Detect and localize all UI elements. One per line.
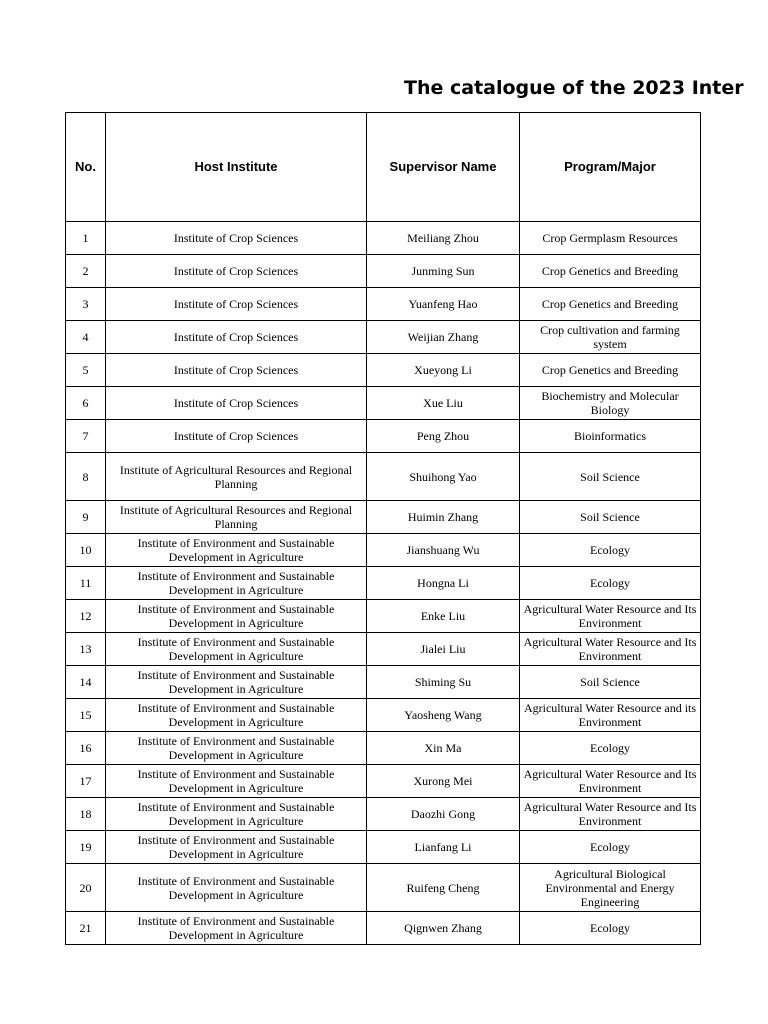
header-supervisor-name: Supervisor Name	[367, 113, 520, 222]
cell-supervisor: Weijian Zhang	[367, 321, 520, 354]
cell-supervisor: Xueyong Li	[367, 354, 520, 387]
cell-host: Institute of Environment and Sustainable Development in Agriculture	[106, 600, 367, 633]
cell-no: 13	[66, 633, 106, 666]
cell-supervisor: Xurong Mei	[367, 765, 520, 798]
cell-supervisor: Qignwen Zhang	[367, 912, 520, 945]
cell-program: Biochemistry and Molecular Biology	[520, 387, 701, 420]
cell-program: Agricultural Water Resource and its Environment	[520, 699, 701, 732]
table-row	[66, 831, 701, 864]
table-row	[66, 699, 701, 732]
cell-program: Bioinformatics	[520, 420, 701, 453]
cell-host: Institute of Crop Sciences	[106, 321, 367, 354]
table-row	[66, 222, 701, 255]
table-row	[66, 798, 701, 831]
cell-no: 1	[66, 222, 106, 255]
cell-no: 7	[66, 420, 106, 453]
table-row	[66, 864, 701, 912]
cell-host: Institute of Environment and Sustainable Development in Agriculture	[106, 666, 367, 699]
cell-host: Institute of Crop Sciences	[106, 420, 367, 453]
header-no: No.	[66, 113, 106, 222]
cell-program: Soil Science	[520, 666, 701, 699]
header-host-institute: Host Institute	[106, 113, 367, 222]
cell-host: Institute of Environment and Sustainable Development in Agriculture	[106, 831, 367, 864]
cell-host: Institute of Crop Sciences	[106, 354, 367, 387]
table-row	[66, 255, 701, 288]
cell-supervisor: Hongna Li	[367, 567, 520, 600]
table-row	[66, 732, 701, 765]
table-row	[66, 666, 701, 699]
page-title: The catalogue of the 2023 Inter	[404, 77, 744, 99]
header-program-major: Program/Major	[520, 113, 701, 222]
cell-supervisor: Lianfang Li	[367, 831, 520, 864]
cell-host: Institute of Agricultural Resources and Regional Planning	[106, 501, 367, 534]
cell-no: 20	[66, 864, 106, 912]
cell-program: Crop Genetics and Breeding	[520, 255, 701, 288]
table-row	[66, 453, 701, 501]
cell-host: Institute of Crop Sciences	[106, 387, 367, 420]
cell-no: 6	[66, 387, 106, 420]
cell-program: Agricultural Biological Environmental and Energy Engineering	[520, 864, 701, 912]
cell-supervisor: Yaosheng Wang	[367, 699, 520, 732]
cell-supervisor: Jialei Liu	[367, 633, 520, 666]
catalogue-table	[65, 112, 701, 945]
cell-host: Institute of Environment and Sustainable Development in Agriculture	[106, 699, 367, 732]
cell-no: 14	[66, 666, 106, 699]
cell-no: 2	[66, 255, 106, 288]
cell-host: Institute of Environment and Sustainable Development in Agriculture	[106, 765, 367, 798]
cell-program: Ecology	[520, 534, 701, 567]
cell-supervisor: Meiliang Zhou	[367, 222, 520, 255]
table-row	[66, 387, 701, 420]
cell-program: Soil Science	[520, 453, 701, 501]
table-row	[66, 420, 701, 453]
table-row	[66, 321, 701, 354]
cell-program: Agricultural Water Resource and Its Environment	[520, 600, 701, 633]
table-row	[66, 633, 701, 666]
cell-program: Ecology	[520, 732, 701, 765]
cell-supervisor: Enke Liu	[367, 600, 520, 633]
cell-program: Ecology	[520, 831, 701, 864]
cell-no: 5	[66, 354, 106, 387]
cell-program: Crop cultivation and farming system	[520, 321, 701, 354]
cell-program: Crop Genetics and Breeding	[520, 288, 701, 321]
cell-no: 9	[66, 501, 106, 534]
table-row	[66, 912, 701, 945]
header-row	[66, 113, 701, 222]
cell-no: 3	[66, 288, 106, 321]
cell-host: Institute of Environment and Sustainable Development in Agriculture	[106, 534, 367, 567]
cell-supervisor: Peng Zhou	[367, 420, 520, 453]
cell-host: Institute of Environment and Sustainable Development in Agriculture	[106, 567, 367, 600]
cell-supervisor: Shiming Su	[367, 666, 520, 699]
cell-host: Institute of Crop Sciences	[106, 222, 367, 255]
cell-program: Agricultural Water Resource and Its Environment	[520, 633, 701, 666]
cell-supervisor: Xin Ma	[367, 732, 520, 765]
cell-program: Agricultural Water Resource and Its Environment	[520, 798, 701, 831]
cell-host: Institute of Environment and Sustainable Development in Agriculture	[106, 633, 367, 666]
cell-no: 17	[66, 765, 106, 798]
cell-program: Soil Science	[520, 501, 701, 534]
cell-supervisor: Shuihong Yao	[367, 453, 520, 501]
cell-supervisor: Jianshuang Wu	[367, 534, 520, 567]
cell-host: Institute of Agricultural Resources and Regional Planning	[106, 453, 367, 501]
cell-no: 18	[66, 798, 106, 831]
cell-no: 12	[66, 600, 106, 633]
cell-host: Institute of Crop Sciences	[106, 255, 367, 288]
cell-program: Crop Germplasm Resources	[520, 222, 701, 255]
table-row	[66, 501, 701, 534]
cell-program: Agricultural Water Resource and Its Environment	[520, 765, 701, 798]
cell-no: 21	[66, 912, 106, 945]
cell-supervisor: Junming Sun	[367, 255, 520, 288]
cell-supervisor: Huimin Zhang	[367, 501, 520, 534]
table-row	[66, 765, 701, 798]
cell-program: Ecology	[520, 912, 701, 945]
cell-no: 19	[66, 831, 106, 864]
cell-no: 16	[66, 732, 106, 765]
cell-no: 4	[66, 321, 106, 354]
cell-supervisor: Ruifeng Cheng	[367, 864, 520, 912]
cell-no: 11	[66, 567, 106, 600]
cell-no: 15	[66, 699, 106, 732]
cell-supervisor: Daozhi Gong	[367, 798, 520, 831]
cell-host: Institute of Environment and Sustainable Development in Agriculture	[106, 732, 367, 765]
cell-host: Institute of Crop Sciences	[106, 288, 367, 321]
cell-no: 10	[66, 534, 106, 567]
cell-host: Institute of Environment and Sustainable Development in Agriculture	[106, 798, 367, 831]
cell-host: Institute of Environment and Sustainable Development in Agriculture	[106, 912, 367, 945]
table-row	[66, 534, 701, 567]
cell-host: Institute of Environment and Sustainable Development in Agriculture	[106, 864, 367, 912]
cell-program: Crop Genetics and Breeding	[520, 354, 701, 387]
cell-no: 8	[66, 453, 106, 501]
table-row	[66, 354, 701, 387]
cell-supervisor: Xue Liu	[367, 387, 520, 420]
cell-program: Ecology	[520, 567, 701, 600]
cell-supervisor: Yuanfeng Hao	[367, 288, 520, 321]
table-row	[66, 567, 701, 600]
table-row	[66, 600, 701, 633]
table-row	[66, 288, 701, 321]
